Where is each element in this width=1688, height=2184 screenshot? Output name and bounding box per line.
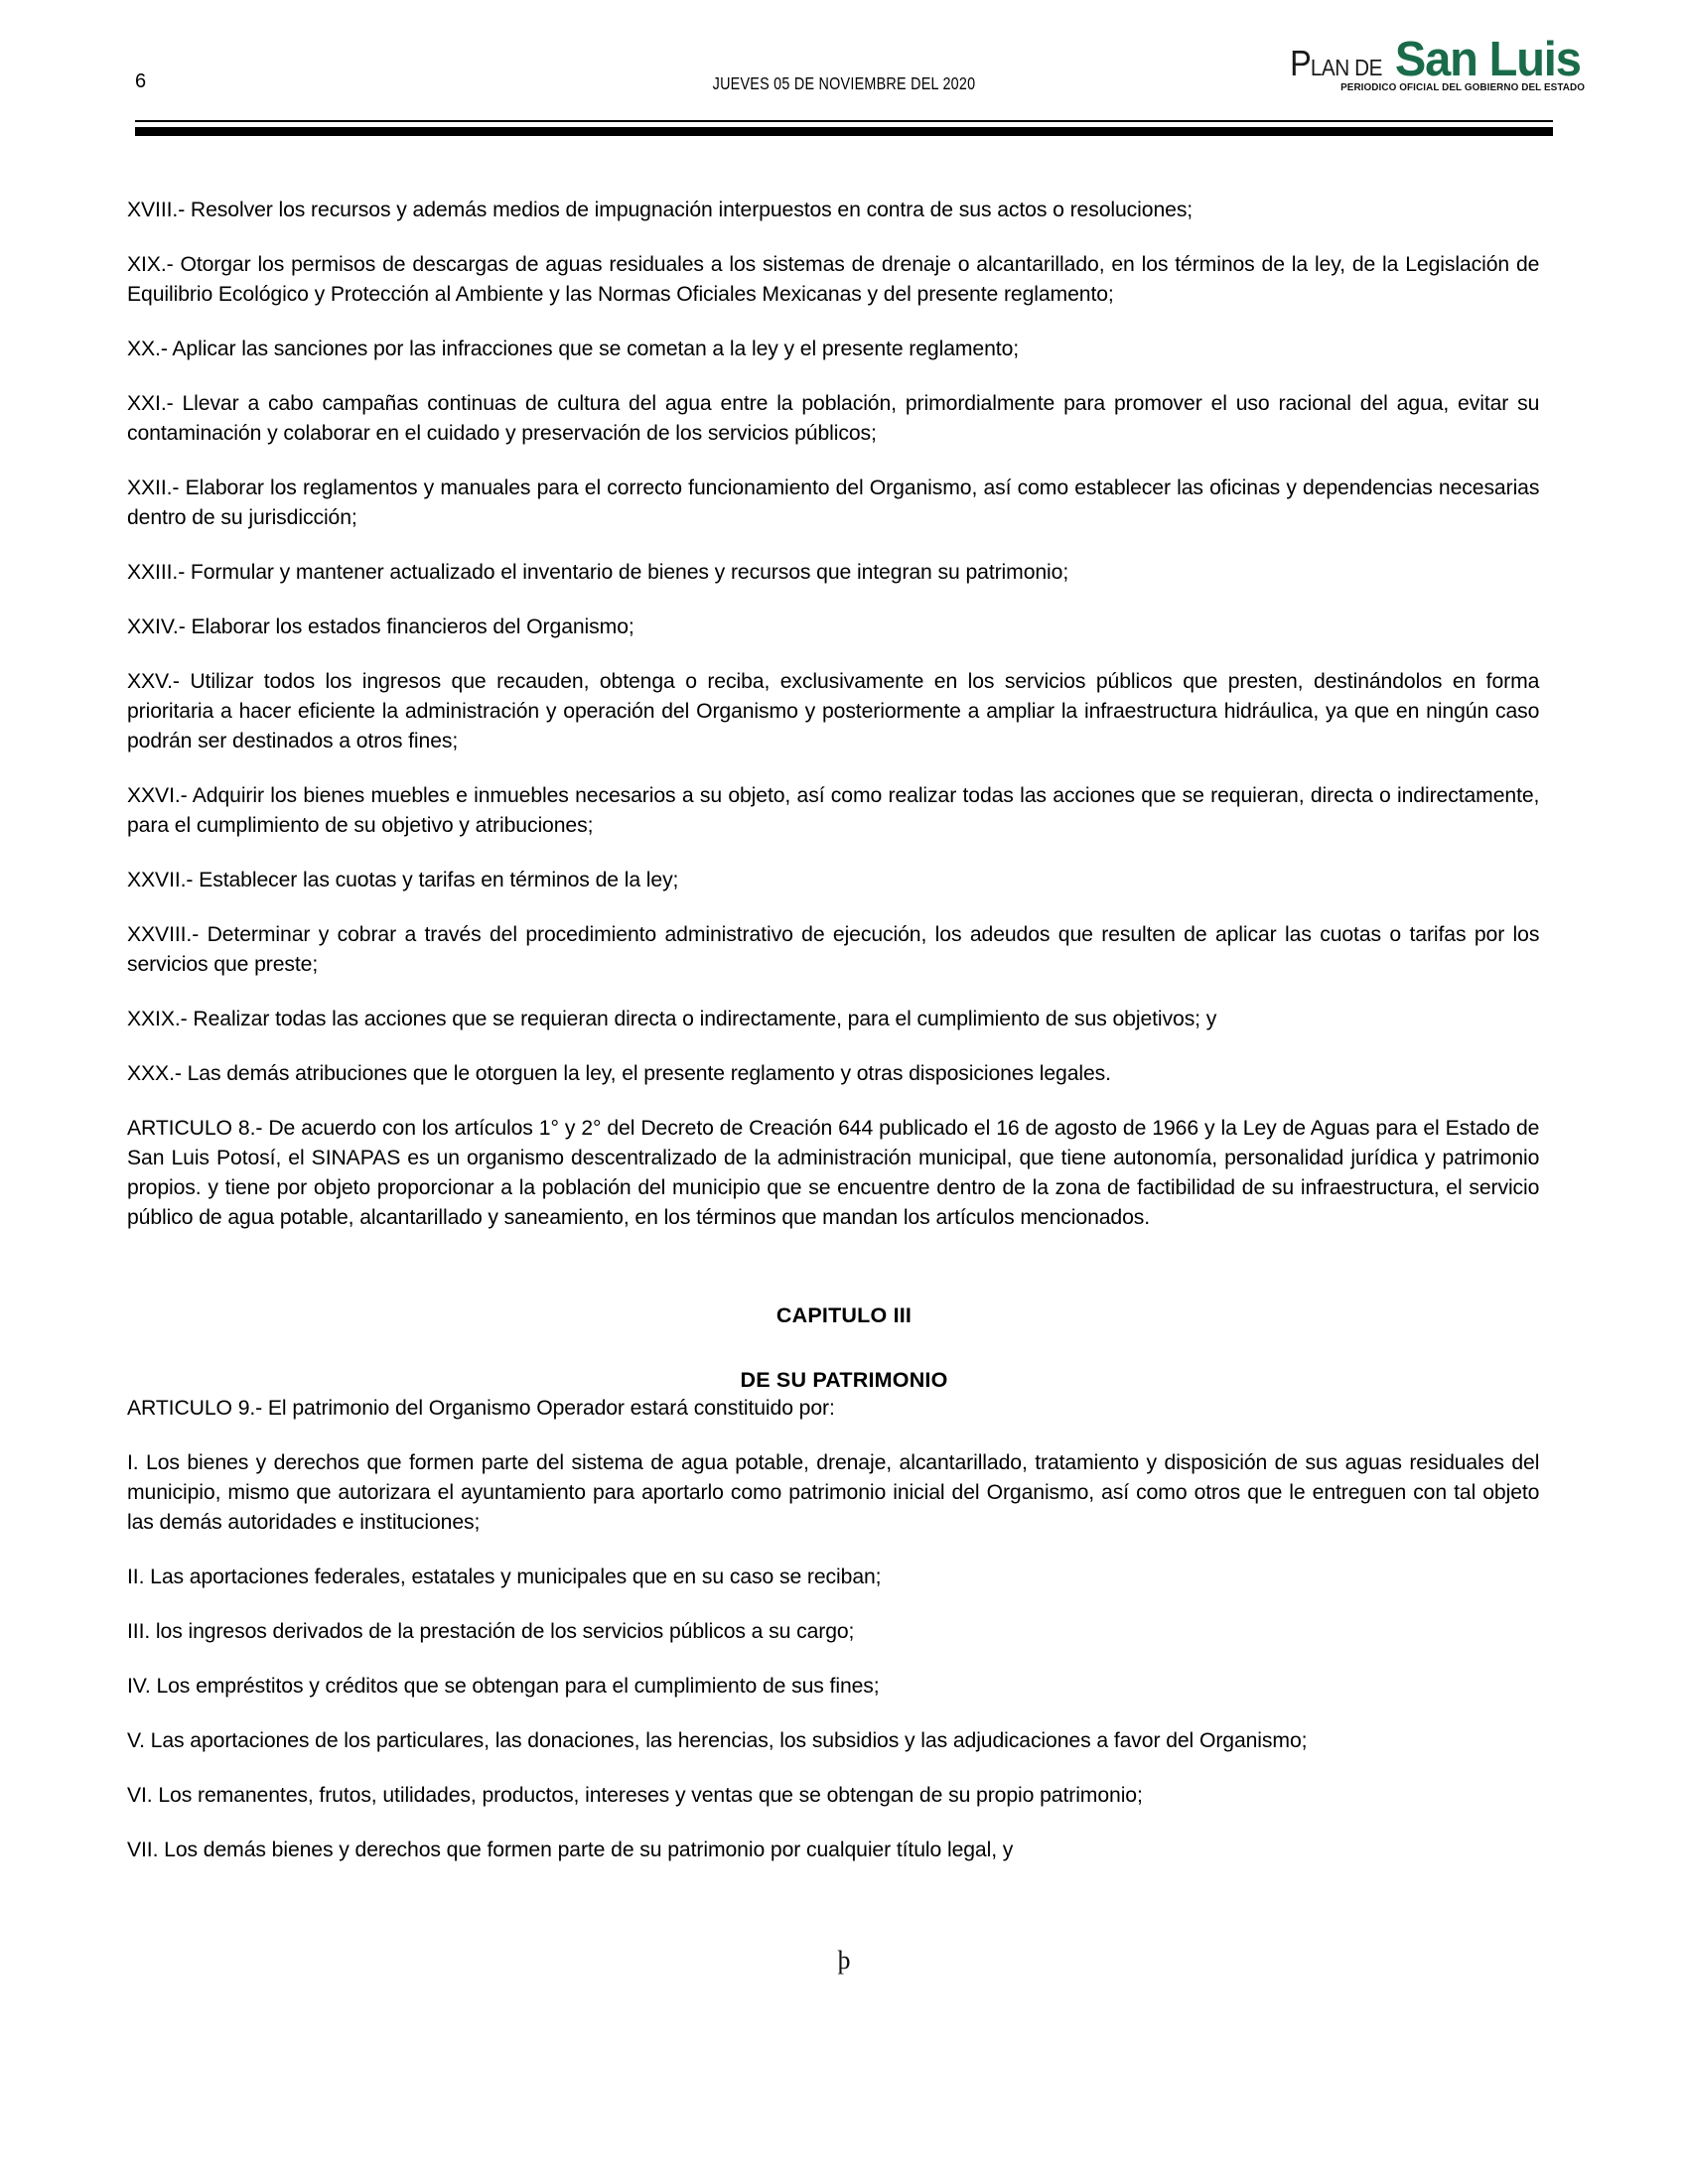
patrimonio-item-iv: IV. Los empréstitos y créditos que se obtengan para el cumplimiento de sus fines; — [127, 1674, 880, 1698]
clause-xxi: XXI.- Llevar a cabo campañas continuas de cultura del agua entre la población, primordialmente para promover el uso racional del agua, evitar su contaminación y colaborar en el cuidado y preservación de los servicios públicos; — [127, 391, 1540, 445]
clause-xxviii: XXVIII.- Determinar y cobrar a través del procedimiento administrativo de ejecución, los adeudos que resulten de aplicar las cuotas o tarifas por los servicios que preste; — [127, 922, 1540, 976]
clause-xviii: XVIII.- Resolver los recursos y además medios de impugnación interpuestos en contra de sus actos o resoluciones; — [127, 198, 1194, 221]
footer-mark: þ — [837, 1946, 851, 1975]
header-rule-thin — [135, 120, 1553, 122]
logo-plan-initial: P — [1290, 43, 1312, 83]
clause-xxix: XXIX.- Realizar todas las acciones que se requieran directa o indirectamente, para el cumplimiento de sus objetivos; y — [127, 1007, 1217, 1030]
logo-plan-de-text — [1290, 43, 1383, 83]
clause-xxiv: XXIV.- Elaborar los estados financieros del Organismo; — [127, 614, 634, 638]
clause-xxiii: XXIII.- Formular y mantener actualizado el inventario de bienes y recursos que integran su patrimonio; — [127, 560, 1069, 584]
chapter-heading: CAPITULO III — [775, 1303, 913, 1327]
clause-xxii: XXII.- Elaborar los reglamentos y manuales para el correcto funcionamiento del Organismo, así como establecer las oficinas y dependencias necesarias dentro de su jurisdicción; — [127, 476, 1540, 529]
articulo-9-intro: ARTICULO 9.- El patrimonio del Organismo Operador estará constituido por: — [127, 1396, 835, 1420]
logo-plan-rest: LAN DE — [1311, 55, 1383, 80]
clause-xxvi: XXVI.- Adquirir los bienes muebles e inmuebles necesarios a su objeto, así como realizar todas las acciones que se requieran, directa o indirectamente, para el cumplimiento de su objetivo y atribuciones; — [127, 783, 1540, 837]
page-header — [0, 0, 1688, 139]
clause-xix: XIX.- Otorgar los permisos de descargas de aguas residuales a los sistemas de drenaje o alcantarillado, en los términos de la ley, de la Legislación de Equilibrio Ecológico y Protección al Ambiente y las Normas Oficiales Mexicanas y del presente reglamento; — [127, 252, 1540, 306]
logo-wordmark — [1227, 33, 1585, 86]
header-date-line: JUEVES 05 DE NOVIEMBRE DEL 2020 — [712, 73, 976, 93]
patrimonio-item-v: V. Las aportaciones de los particulares, las donaciones, las herencias, los subsidios y las adjudicaciones a favor del Organismo; — [127, 1728, 1308, 1752]
plan-de-san-luis-logo — [1227, 33, 1585, 103]
patrimonio-item-ii: II. Las aportaciones federales, estatales y municipales que en su caso se reciban; — [127, 1565, 882, 1588]
logo-san-luis-text: San Luis — [1395, 33, 1582, 86]
clause-xx: XX.- Aplicar las sanciones por las infracciones que se cometan a la ley y el presente reglamento; — [127, 337, 1020, 360]
clause-xxx: XXX.- Las demás atribuciones que le otorguen la ley, el presente reglamento y otras disposiciones legales. — [127, 1061, 1111, 1085]
clause-xxv: XXV.- Utilizar todos los ingresos que recauden, obtenga o reciba, exclusivamente en los servicios públicos que presten, destinándolos en forma prioritaria a hacer eficiente la administración y operación del Organismo y posteriormente a ampliar la infraestructura hidráulica, ya que en ningún caso podrán ser destinados a otros fines; — [127, 669, 1540, 752]
chapter-subheading: DE SU PATRIMONIO — [740, 1368, 948, 1392]
patrimonio-item-vi: VI. Los remanentes, frutos, utilidades, productos, intereses y ventas que se obtengan de su propio patrimonio; — [127, 1783, 1143, 1807]
document-body — [127, 195, 1561, 1889]
patrimonio-item-i: I. Los bienes y derechos que formen parte del sistema de agua potable, drenaje, alcantarillado, tratamiento y disposición de sus aguas residuales del municipio, mismo que autorizara el ayuntamiento para aportarlo como patrimonio inicial del Organismo, así como otros que le entreguen con tal objeto las demás autoridades e instituciones; — [127, 1450, 1540, 1534]
patrimonio-item-vii: VII. Los demás bienes y derechos que formen parte de su patrimonio por cualquier título legal, y — [127, 1838, 1014, 1861]
header-rule-thick — [135, 127, 1553, 136]
patrimonio-item-iii: III. los ingresos derivados de la prestación de los servicios públicos a su cargo; — [127, 1619, 855, 1643]
articulo-8-paragraph: ARTICULO 8.- De acuerdo con los artículos 1° y 2° del Decreto de Creación 644 publicado el 16 de agosto de 1966 y la Ley de Aguas para el Estado de San Luis Potosí, el SINAPAS es un organismo descentralizado de la administración municipal, que tiene autonomía, personalidad jurídica y patrimonio propios. y tiene por objeto proporcionar a la población del municipio que se encuentre dentro de la zona de factibilidad de su infraestructura, el servicio público de agua potable, alcantarillado y saneamiento, en los términos que mandan los artículos mencionados. — [127, 1116, 1540, 1229]
logo-subtitle: PERIODICO OFICIAL DEL GOBIERNO DEL ESTADO — [1340, 82, 1585, 93]
clause-xxvii: XXVII.- Establecer las cuotas y tarifas en términos de la ley; — [127, 868, 679, 891]
page-number: 6 — [135, 70, 147, 92]
